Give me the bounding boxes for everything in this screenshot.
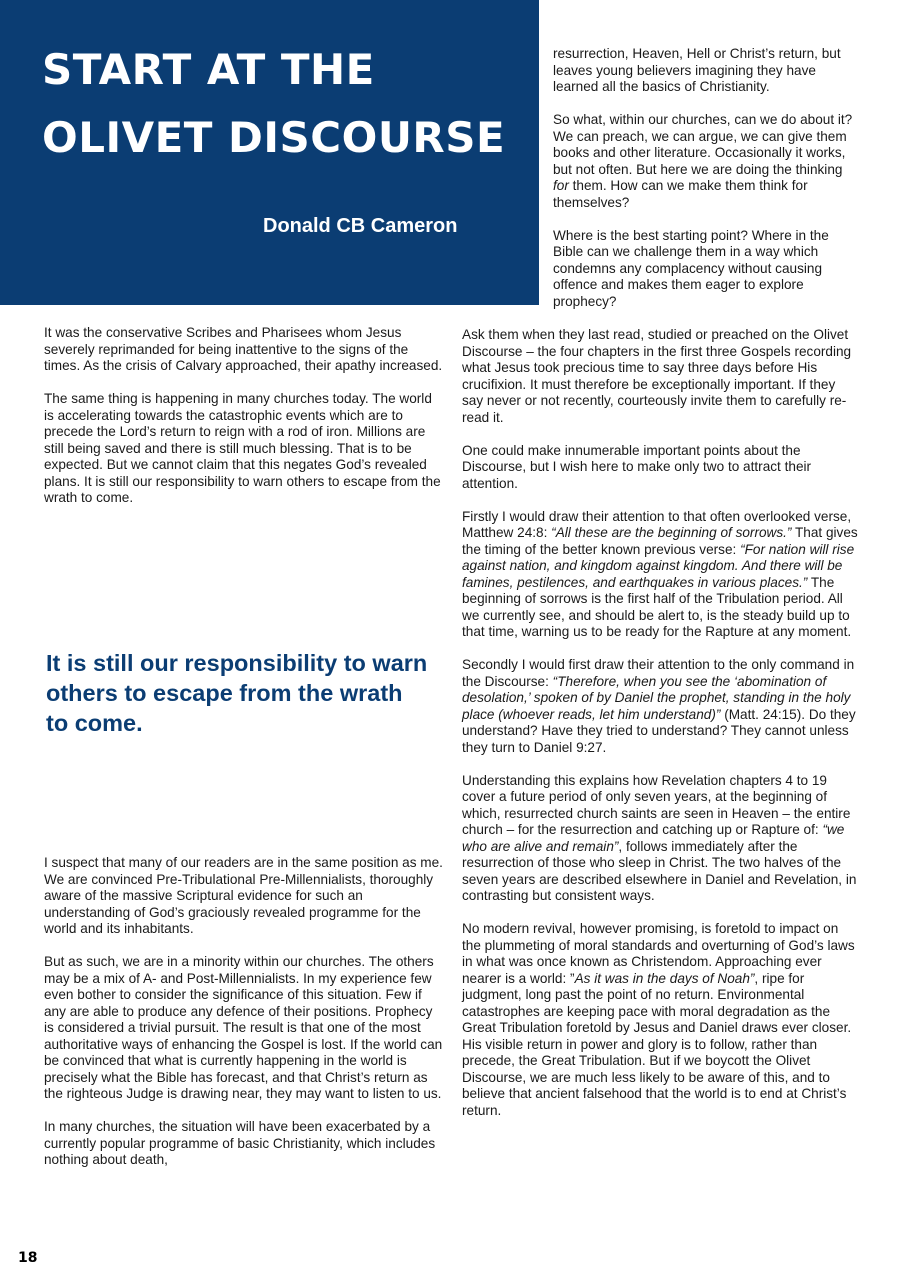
paragraph: No modern revival, however promising, is foretold to impact on the plummeting of moral standards and overturning of God’s laws in what was once known as Christendom. Approaching ever nearer is a world: ”As it was in the days of Noah”, ripe for judgment, long past the point of no return. Environmental catastrophes are keeping pace with moral degradation as the Great Tribulation foretold by Jesus and Daniel draws ever closer. His visible return in power and glory is to follow, rather than precede, the Great Tribulation. But if we boycott the Olivet Discourse, we are much less likely to be aware of this, and to believe that ancient falsehood that the world is to end at Christ’s return.	[462, 921, 855, 1118]
paragraph: The same thing is happening in many churches today. The world is accelerating towards the catastrophic events which are to precede the Lord’s return to reign with a rod of iron. Millions are still being saved and there is still much blessing. That is to be expected. But we cannot claim that this negates God’s revealed plans. It is still our responsibility to warn others to escape from the wrath to come.	[44, 391, 441, 505]
title-line-1: START AT THE	[42, 45, 375, 94]
paragraph: Understanding this explains how Revelation chapters 4 to 19 cover a future period of only seven years, at the beginning of which, resurrected church saints are seen in Heaven – the entire church – for the resurrection and catching up or Rapture of: “we who are alive and remain”, follows immediately after the resurrection of those who sleep in Christ. The two halves of the seven years are described elsewhere in Daniel and Revelation, in contrasting but consistent ways.	[462, 772, 857, 903]
article-title	[42, 36, 505, 172]
paragraph: It was the conservative Scribes and Pharisees whom Jesus severely reprimanded for being inattentive to the signs of the times. As the crisis of Calvary approached, their apathy increased.	[44, 325, 443, 373]
paragraph: I suspect that many of our readers are in the same position as me. We are convinced Pre-Tribulational Pre-Millennialists, thoroughly aware of the massive Scriptural evidence for such an understanding of God’s graciously revealed programme for the world and its inhabitants.	[44, 855, 443, 936]
paragraph: So what, within our churches, can we do about it? We can preach, we can argue, we can give them books and other literature. Occasionally it works, but not often. But here we are doing the thinking for them. How can we make them think for themselves?	[553, 112, 853, 210]
paragraph: But as such, we are in a minority within our churches. The others may be a mix of A- and Post-Millennialists. In my experience few even bother to consider the significance of this situation. Few if any are able to produce any defence of their positions. Prophecy is considered a trivial pursuit. The result is that one of the most authoritative ways of enhancing the Gospel is lost. If the world can be convinced that what is currently happening in the world is precisely what the Bible has forecast, and that Christ’s return as the righteous Judge is drawing near, they may want to listen to us.	[44, 954, 443, 1101]
right-column	[462, 327, 860, 1136]
paragraph: One could make innumerable important points about the Discourse, but I wish here to make only two to attract their attention.	[462, 442, 812, 491]
left-column	[44, 325, 444, 523]
paragraph: resurrection, Heaven, Hell or Christ’s return, but leaves young believers imagining they have learned all the basics of Christianity.	[553, 46, 841, 94]
paragraph: Ask them when they last read, studied or preached on the Olivet Discourse – the four chapters in the first three Gospels recording what Jesus took precious time to say three days before His crucifixion. It must therefore be exceptionally important. If they say never or not recently, courteously invite them to carefully re-read it.	[462, 327, 852, 425]
paragraph: Where is the best starting point? Where in the Bible can we challenge them in a way which condemns any complacency without causing offence and makes them eager to explore prophecy?	[553, 227, 829, 309]
left-column-lower	[44, 855, 444, 1185]
title-banner	[0, 0, 539, 305]
page-number: 18	[18, 1250, 38, 1266]
paragraph: Secondly I would first draw their attention to the only command in the Discourse: “Therefore, when you see the ‘abomination of desolation,’ spoken of by Daniel the prophet, standing in the holy place (whoever reads, let him understand)” (Matt. 24:15). Do they understand? Have they tried to understand? They cannot unless they turn to Daniel 9:27.	[462, 657, 856, 755]
title-line-2: OLIVET DISCOURSE	[42, 113, 506, 162]
author-byline: Donald CB Cameron	[263, 215, 458, 237]
paragraph: In many churches, the situation will have been exacerbated by a currently popular programme of basic Christianity, which includes nothing about death,	[44, 1119, 436, 1167]
paragraph: Firstly I would draw their attention to that often overlooked verse, Matthew 24:8: “All these are the beginning of sorrows.” That gives the timing of the better known previous verse: “For nation will rise against nation, and kingdom against kingdom. And there will be famines, pestilences, and earthquakes in various places.” The beginning of sorrows is the first half of the Tribulation period. All we currently see, and should be alert to, is the steady build up to that time, warning us to be ready for the Rapture at any moment.	[462, 508, 858, 639]
pull-quote: It is still our responsibility to warn others to escape from the wrath to come.	[46, 650, 428, 736]
top-right-column	[553, 46, 858, 327]
